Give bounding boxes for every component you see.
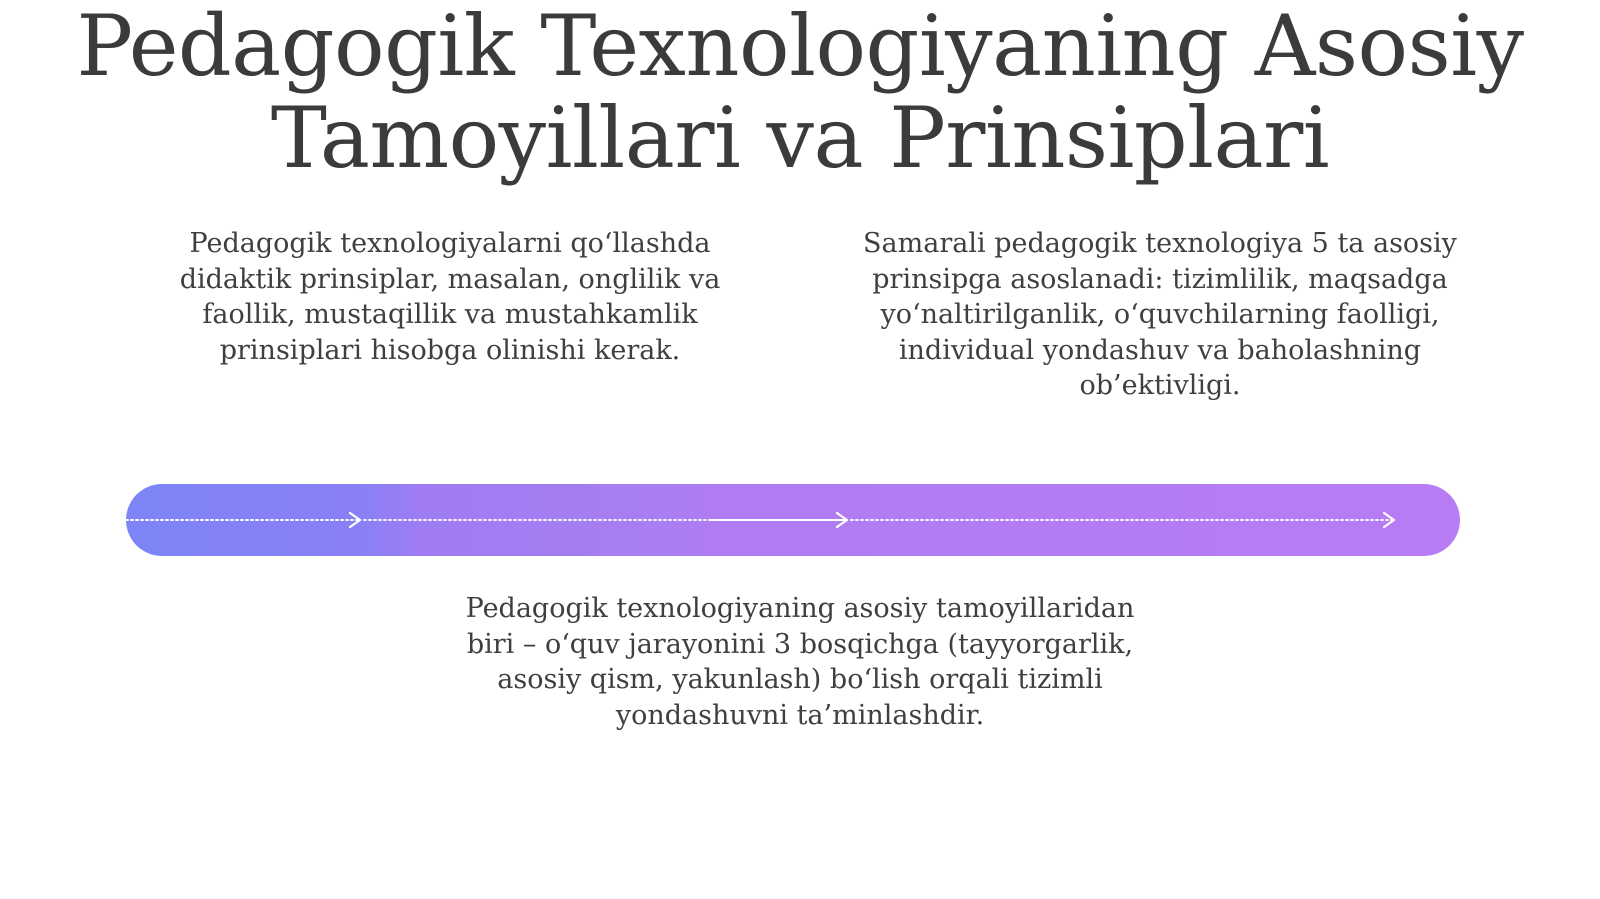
text-line: prinsipga asoslanadi: tizimlilik, maqsadga bbox=[872, 263, 1448, 295]
text-line: individual yondashuv va baholashning bbox=[898, 334, 1422, 366]
text-block-five-principles bbox=[840, 226, 1480, 404]
text-line: yo‘naltirilganlik, o‘quvchilarning faolligi, bbox=[880, 299, 1440, 330]
text-line: didaktik prinsiplar, masalan, onglilik va bbox=[179, 263, 721, 295]
text-line: yondashuvni ta’minlashdir. bbox=[615, 699, 985, 731]
timeline-arrows bbox=[126, 484, 1460, 556]
text-line: Pedagogik texnologiyalarni qo‘llashda bbox=[189, 228, 711, 259]
text-line: Pedagogik texnologiyaning asosiy tamoyillaridan bbox=[465, 593, 1135, 624]
text-line: faollik, mustaqillik va mustahkamlik bbox=[202, 299, 698, 330]
text-line: biri – o‘quv jarayonini 3 bosqichga (tayyorgarlik, bbox=[466, 628, 1134, 660]
timeline-bar bbox=[126, 484, 1460, 556]
text-line: asosiy qism, yakunlash) bo‘lish orqali tizimli bbox=[497, 664, 1103, 695]
slide-title-line-1: Pedagogik Texnologiyaning Asosiy bbox=[76, 0, 1524, 95]
text-line: ob’ektivligi. bbox=[1079, 370, 1241, 401]
text-block-three-stages bbox=[440, 591, 1160, 733]
text-block-didactic-principles bbox=[130, 226, 770, 368]
slide-title bbox=[0, 0, 1600, 187]
text-line: prinsiplari hisobga olinishi kerak. bbox=[219, 334, 681, 366]
slide-title-line-2: Tamoyillari va Prinsiplari bbox=[270, 89, 1330, 187]
text-line: Samarali pedagogik texnologiya 5 ta asosiy bbox=[863, 228, 1457, 259]
